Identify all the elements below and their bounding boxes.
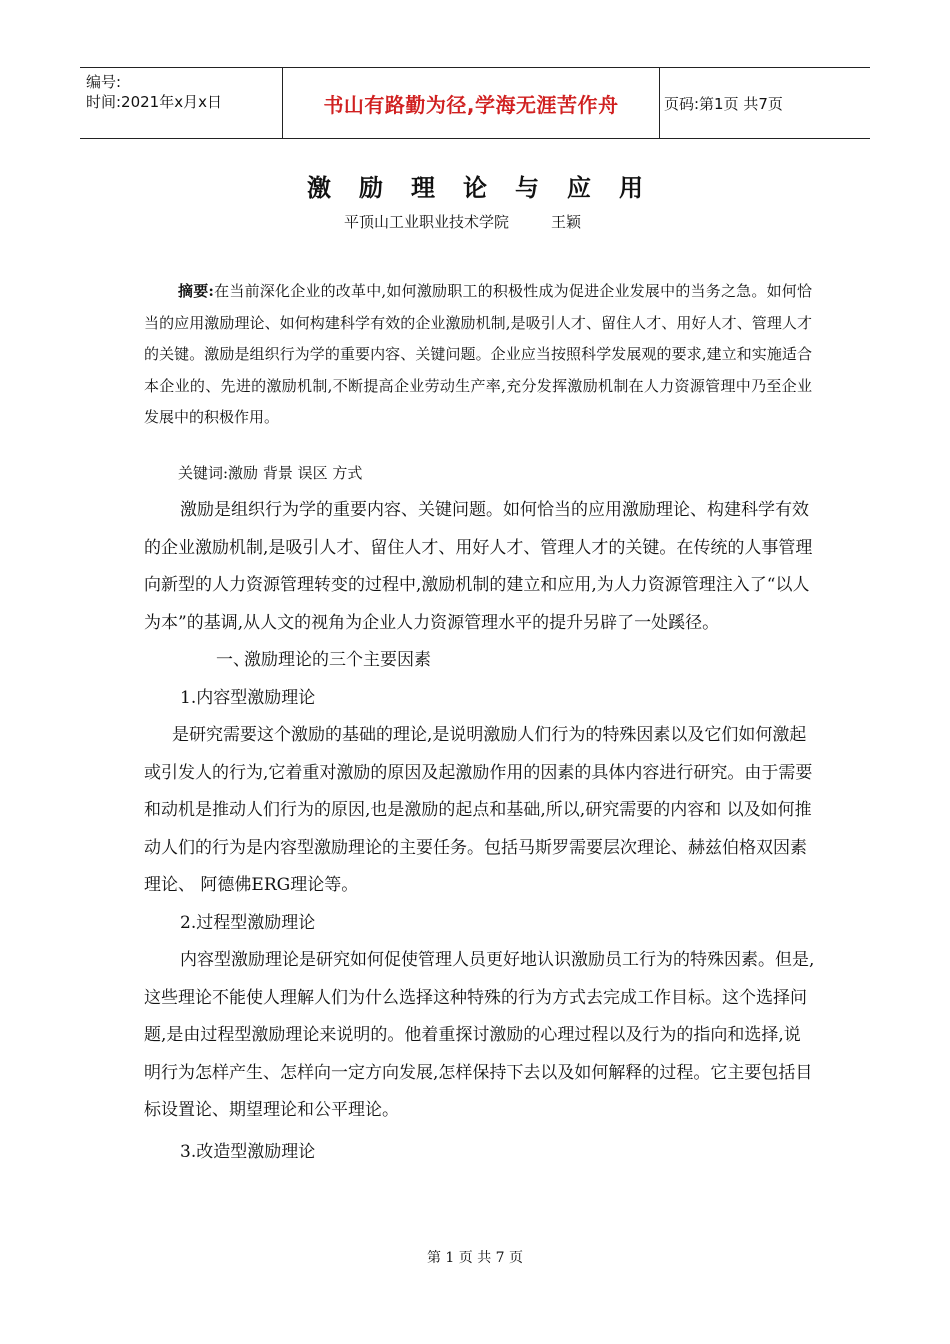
paragraph-process-theory: 内容型激励理论是研究如何促使管理人员更好地认识激励员工行为的特殊因素。但是,这些理论不能使人理解人们为什么选择这种特殊的行为方式去完成工作目标。这个选择问题,是由过程型激励理论来说明的。他着重探讨激励的心理过程以及行为的指向和选择,说明行为怎样产生、怎样向一定方向发展,怎样保持下去以及如何解释的过程。它主要包括目标设置论、期望理论和公平理论。 <box>144 950 815 1120</box>
abstract-paragraph <box>144 276 812 434</box>
paragraph-content-theory: 是研究需要这个激励的基础的理论,是说明激励人们行为的特殊因素以及它们如何激起或引发人的行为,它着重对激励的原因及起激励作用的因素的具体内容进行研究。由于需要和动机是推动人们行为的原因,也是激励的起点和基础,所以,研究需要的内容和 以及如何推动人们的行为是内容型激励理论的主要任务。包括马斯罗需要层次理论、赫兹伯格双因素理论、 阿德佛ERG理论等。 <box>144 725 813 895</box>
header-left-cell <box>86 72 282 112</box>
abstract-text: 在当前深化企业的改革中,如何激励职工的积极性成为促进企业发展中的当务之急。如何恰当的应用激励理论、如何构建科学有效的企业激励机制,是吸引人才、留住人才、用好人才、管理人才的关键。激励是组织行为学的重要内容、关键问题。企业应当按照科学发展观的要求,建立和实施适合本企业的、先进的激励机制,不断提高企业劳动生产率,充分发挥激励机制在人力资源管理中乃至企业发展中的积极作用。 <box>144 282 812 426</box>
header-slogan-cell <box>282 68 660 138</box>
author-name: 王颖 <box>551 213 582 231</box>
abstract <box>144 276 812 434</box>
body-text <box>144 492 816 1171</box>
page-number-label: 页码:第1页 共7页 <box>664 95 783 113</box>
subsection-heading-1: 1.内容型激励理论 <box>180 687 316 708</box>
keywords: 关键词:激励 背景 误区 方式 <box>178 464 363 482</box>
subsection-heading-3: 3.改造型激励理论 <box>180 1141 316 1162</box>
document-header <box>80 67 870 139</box>
page-footer: 第 1 页 共 7 页 <box>426 1250 524 1266</box>
author-line <box>344 211 581 232</box>
number-label: 编号: <box>86 73 122 91</box>
slogan-text: 书山有路勤为径,学海无涯苦作舟 <box>323 92 619 117</box>
section-title: 激励理论的三个主要因素 <box>244 650 431 670</box>
section-heading <box>144 642 816 680</box>
abstract-label: 摘要: <box>178 282 214 300</box>
intro-paragraph: 激励是组织行为学的重要内容、关键问题。如何恰当的应用激励理论、构建科学有效的企业激励机制,是吸引人才、留住人才、用好人才、管理人才的关键。在传统的人事管理向新型的人力资源管理转变的过程中,激励机制的建立和应用,为人力资源管理注入了“以人为本”的基调,从人文的视角为企业人力资源管理水平的提升另辟了一处蹊径。 <box>144 500 813 633</box>
subsection-heading-2: 2.过程型激励理论 <box>180 912 316 933</box>
author-affiliation: 平顶山工业职业技术学院 <box>344 213 510 231</box>
document-title: 激励理论与应用 <box>307 174 671 202</box>
time-label: 时间:2021年x月x日 <box>86 93 222 111</box>
section-number: 一、 <box>216 650 250 670</box>
